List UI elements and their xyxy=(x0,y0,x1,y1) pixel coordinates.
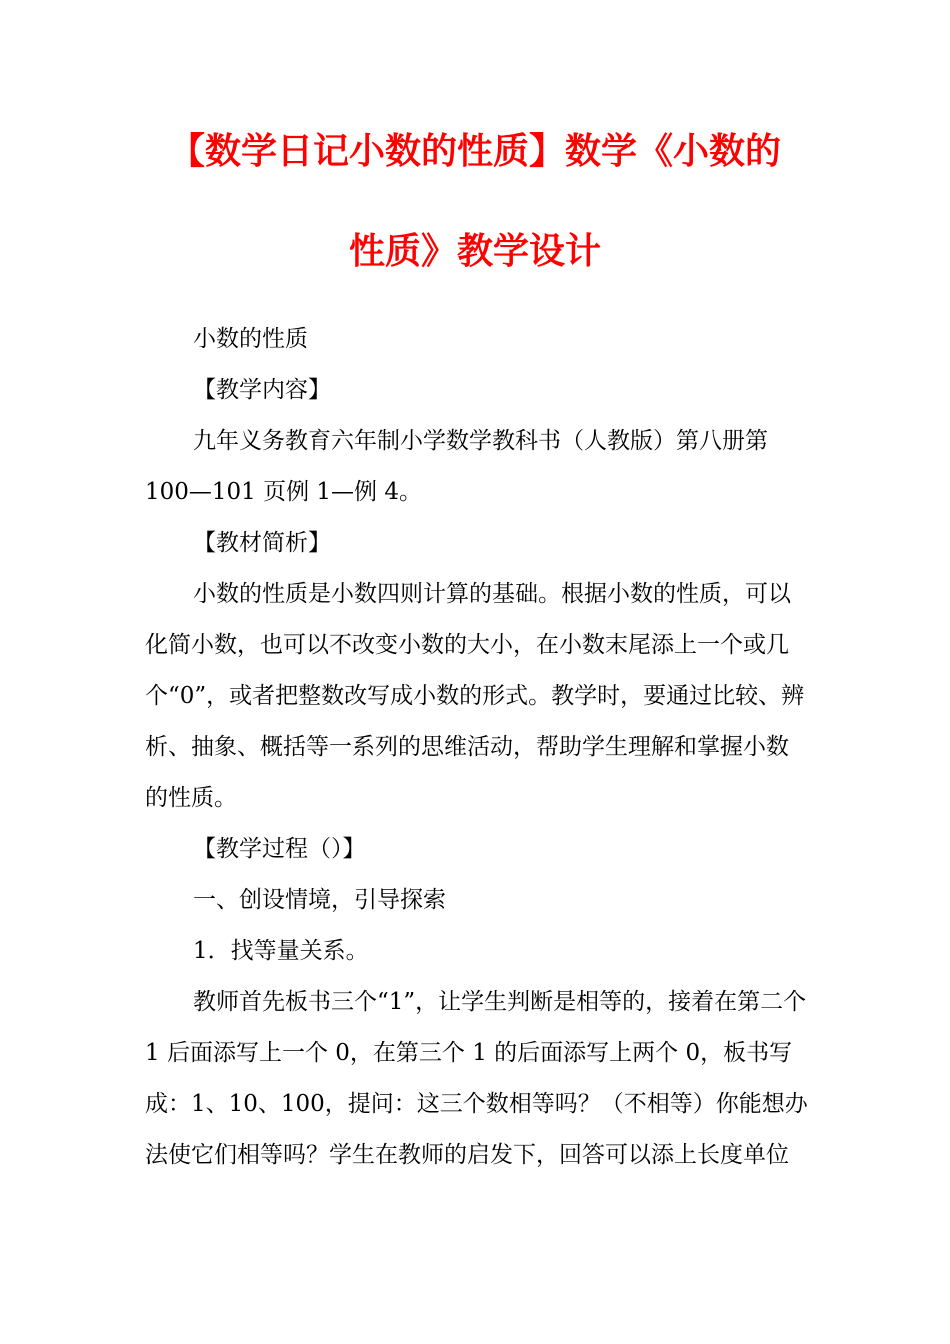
title-line-2: 性质》教学设计 xyxy=(348,231,601,272)
paragraph-line: 小数的性质是小数四则计算的基础。根据小数的性质，可以 xyxy=(193,581,791,607)
paragraph-line: 成：1、10、100，提问：这三个数相等吗？（不相等）你能想办 xyxy=(145,1091,808,1117)
paragraph-line: 教师首先板书三个“1”，让学生判断是相等的，接着在第二个 xyxy=(193,989,807,1015)
section-heading-decimal-properties: 小数的性质 xyxy=(193,326,308,352)
paragraph-line: 九年义务教育六年制小学数学教科书（人教版）第八册第 xyxy=(193,428,768,454)
paragraph-line: 的性质。 xyxy=(145,785,237,811)
paragraph-line: 法使它们相等吗？学生在教师的启发下，回答可以添上长度单位 xyxy=(145,1142,789,1168)
paragraph-line: 个“0”，或者把整数改写成小数的形式。教学时，要通过比较、辨 xyxy=(145,683,805,709)
paragraph-line: 1 后面添写上一个 0，在第三个 1 的后面添写上两个 0，板书写 xyxy=(145,1040,793,1066)
section-heading-material-analysis: 【教材简析】 xyxy=(193,530,331,556)
document-title xyxy=(100,102,850,302)
section-heading-teaching-process: 【教学过程（）】 xyxy=(193,836,366,862)
title-line-1: 【数学日记小数的性质】数学《小数的 xyxy=(168,131,781,172)
paragraph-line: 析、抽象、概括等一系列的思维活动，帮助学生理解和掌握小数 xyxy=(145,734,789,760)
list-item-heading: 1．找等量关系。 xyxy=(193,938,369,964)
subsection-heading: 一、创设情境，引导探索 xyxy=(193,887,446,913)
paragraph-line: 100—101 页例 1—例 4。 xyxy=(145,479,422,505)
section-heading-teaching-content: 【教学内容】 xyxy=(193,377,331,403)
paragraph-line: 化简小数，也可以不改变小数的大小，在小数末尾添上一个或几 xyxy=(145,632,789,658)
document-body xyxy=(145,314,815,1181)
